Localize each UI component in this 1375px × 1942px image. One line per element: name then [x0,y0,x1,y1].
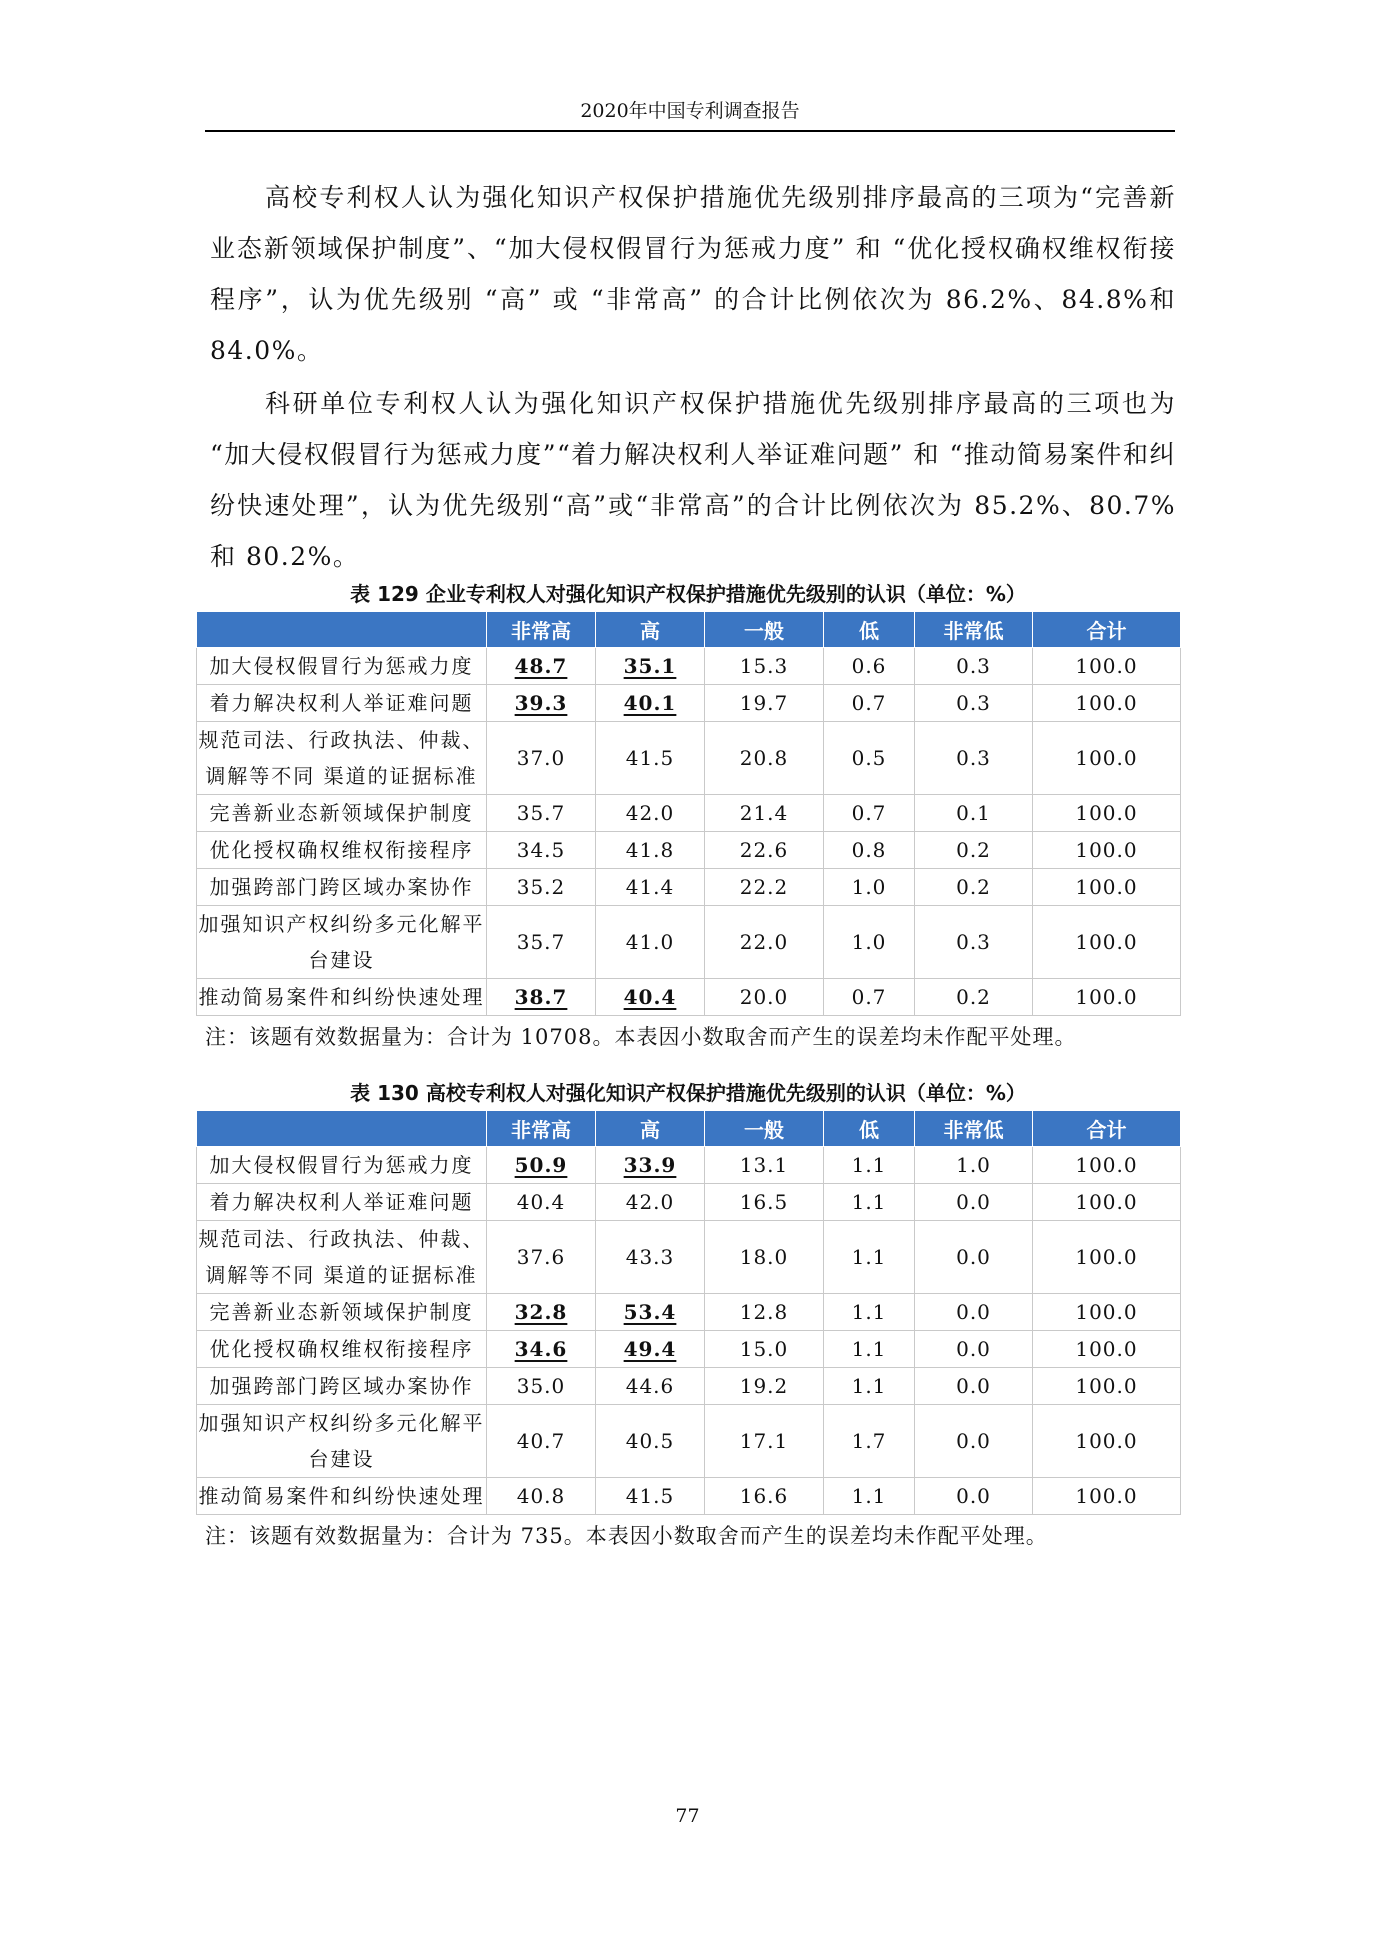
table-cell: 100.0 [1033,1294,1181,1331]
table-cell: 41.0 [596,906,705,979]
table-cell: 100.0 [1033,906,1181,979]
header-cell-very-high: 非常高 [487,1111,596,1147]
table-cell: 35.0 [487,1368,596,1405]
row-label: 加强跨部门跨区域办案协作 [197,869,487,906]
table-row [197,832,1181,869]
table-cell: 100.0 [1033,795,1181,832]
table-cell: 15.3 [705,648,824,685]
table-cell: 1.1 [824,1221,915,1294]
table-cell: 41.5 [596,722,705,795]
table-cell: 100.0 [1033,1184,1181,1221]
table-header-row [197,612,1181,648]
table-cell: 0.0 [915,1331,1033,1368]
table-cell: 0.3 [915,685,1033,722]
table-cell: 0.8 [824,832,915,869]
table-cell: 41.5 [596,1478,705,1515]
header-cell-high: 高 [596,1111,705,1147]
table-cell: 34.5 [487,832,596,869]
table-cell: 0.0 [915,1294,1033,1331]
table-130-note: 注：该题有效数据量为：合计为 735。本表因小数取舍而产生的误差均未作配平处理。 [205,1524,1048,1548]
row-label: 完善新业态新领域保护制度 [197,795,487,832]
table-body [197,1147,1181,1515]
table-cell: 100.0 [1033,1368,1181,1405]
table-cell: 50.9 [487,1147,596,1184]
table-cell: 0.3 [915,722,1033,795]
table-cell: 49.4 [596,1331,705,1368]
table-cell: 17.1 [705,1405,824,1478]
table-cell: 22.0 [705,906,824,979]
table-cell: 22.6 [705,832,824,869]
table-cell: 35.2 [487,869,596,906]
row-label: 着力解决权利人举证难问题 [197,1184,487,1221]
row-label: 规范司法、行政执法、仲裁、调解等不同 渠道的证据标准 [197,722,487,795]
table-cell: 34.6 [487,1331,596,1368]
header-cell-low: 低 [824,612,915,648]
table-cell: 15.0 [705,1331,824,1368]
table-cell: 100.0 [1033,1147,1181,1184]
table-cell: 16.6 [705,1478,824,1515]
table-cell: 0.1 [915,795,1033,832]
header-cell-total: 合计 [1033,612,1181,648]
table-cell: 33.9 [596,1147,705,1184]
row-label: 推动简易案件和纠纷快速处理 [197,1478,487,1515]
table-130-caption: 表 130 高校专利权人对强化知识产权保护措施优先级别的认识（单位：%） [350,1081,1026,1105]
header-cell-very-low: 非常低 [915,612,1033,648]
table-cell: 0.0 [915,1478,1033,1515]
table-129-note: 注：该题有效数据量为：合计为 10708。本表因小数取舍而产生的误差均未作配平处理。 [205,1025,1077,1049]
table-cell: 0.0 [915,1368,1033,1405]
table-cell: 35.7 [487,795,596,832]
table-cell: 42.0 [596,1184,705,1221]
header-cell-medium: 一般 [705,1111,824,1147]
table-header-row [197,1111,1181,1147]
table-cell: 0.6 [824,648,915,685]
table-cell: 0.0 [915,1405,1033,1478]
paragraph-universities: 高校专利权人认为强化知识产权保护措施优先级别排序最高的三项为“完善新业态新领域保护制度”、“加大侵权假冒行为惩戒力度” 和 “优化授权确权维权衔接程序”，认为优先级别 “高” 或 “非常高” 的合计比例依次为 86.2%、84.8%和 84.0%。 [210,183,1176,365]
table-cell: 42.0 [596,795,705,832]
table-cell: 20.0 [705,979,824,1016]
table-cell: 1.7 [824,1405,915,1478]
table-body [197,648,1181,1016]
table-cell: 0.7 [824,979,915,1016]
running-header: 2020年中国专利调查报告 [205,96,1175,132]
table-cell: 37.6 [487,1221,596,1294]
table-cell: 0.0 [915,1221,1033,1294]
table-cell: 0.3 [915,648,1033,685]
page-number: 77 [675,1805,700,1827]
row-label: 加强知识产权纠纷多元化解平台建设 [197,906,487,979]
table-cell: 44.6 [596,1368,705,1405]
table-cell: 40.7 [487,1405,596,1478]
table-cell: 0.3 [915,906,1033,979]
row-label: 加大侵权假冒行为惩戒力度 [197,1147,487,1184]
table-row [197,1478,1181,1515]
table-129-caption: 表 129 企业专利权人对强化知识产权保护措施优先级别的认识（单位：%） [350,582,1026,606]
table-cell: 53.4 [596,1294,705,1331]
table-cell: 18.0 [705,1221,824,1294]
table-cell: 39.3 [487,685,596,722]
table-cell: 1.1 [824,1368,915,1405]
table-row [197,1294,1181,1331]
table-cell: 40.4 [596,979,705,1016]
table-cell: 32.8 [487,1294,596,1331]
table-cell: 38.7 [487,979,596,1016]
header-cell-category [197,1111,487,1147]
table-cell: 0.7 [824,685,915,722]
table-cell: 40.5 [596,1405,705,1478]
header-cell-category [197,612,487,648]
table-cell: 35.1 [596,648,705,685]
table-cell: 19.2 [705,1368,824,1405]
table-cell: 19.7 [705,685,824,722]
row-label: 完善新业态新领域保护制度 [197,1294,487,1331]
header-cell-very-low: 非常低 [915,1111,1033,1147]
table-130 [196,1110,1181,1515]
table-row [197,795,1181,832]
row-label: 推动简易案件和纠纷快速处理 [197,979,487,1016]
row-label: 加强知识产权纠纷多元化解平台建设 [197,1405,487,1478]
table-cell: 0.2 [915,832,1033,869]
table-cell: 0.5 [824,722,915,795]
table-cell: 0.7 [824,795,915,832]
row-label: 优化授权确权维权衔接程序 [197,832,487,869]
table-row [197,1368,1181,1405]
table-cell: 1.1 [824,1184,915,1221]
table-cell: 41.8 [596,832,705,869]
table-row [197,722,1181,795]
table-cell: 1.1 [824,1331,915,1368]
table-cell: 100.0 [1033,979,1181,1016]
row-label: 加大侵权假冒行为惩戒力度 [197,648,487,685]
table-cell: 100.0 [1033,1221,1181,1294]
table-row [197,1331,1181,1368]
table-row [197,979,1181,1016]
table-cell: 0.2 [915,979,1033,1016]
table-cell: 40.1 [596,685,705,722]
table-row [197,685,1181,722]
row-label: 着力解决权利人举证难问题 [197,685,487,722]
header-cell-low: 低 [824,1111,915,1147]
row-label: 规范司法、行政执法、仲裁、调解等不同 渠道的证据标准 [197,1221,487,1294]
table-129 [196,611,1181,1016]
table-row [197,1221,1181,1294]
paragraph-research-institutes: 科研单位专利权人认为强化知识产权保护措施优先级别排序最高的三项也为 “加大侵权假冒行为惩戒力度”“着力解决权利人举证难问题” 和 “推动简易案件和纠纷快速处理”，认为优先级别“高”或“非常高”的合计比例依次为 85.2%、80.7%和 80.2%。 [210,389,1176,571]
table-cell: 1.1 [824,1147,915,1184]
table-cell: 22.2 [705,869,824,906]
table-cell: 16.5 [705,1184,824,1221]
table-cell: 35.7 [487,906,596,979]
table-cell: 13.1 [705,1147,824,1184]
table-cell: 37.0 [487,722,596,795]
table-row [197,1147,1181,1184]
table-cell: 0.0 [915,1184,1033,1221]
table-cell: 48.7 [487,648,596,685]
table-cell: 1.0 [915,1147,1033,1184]
table-cell: 40.8 [487,1478,596,1515]
table-row [197,1405,1181,1478]
table-cell: 1.0 [824,869,915,906]
table-cell: 100.0 [1033,869,1181,906]
table-cell: 1.1 [824,1294,915,1331]
table-row [197,906,1181,979]
table-row [197,1184,1181,1221]
table-cell: 100.0 [1033,1405,1181,1478]
table-cell: 100.0 [1033,722,1181,795]
table-cell: 100.0 [1033,1478,1181,1515]
table-cell: 1.0 [824,906,915,979]
table-cell: 21.4 [705,795,824,832]
table-cell: 100.0 [1033,648,1181,685]
table-cell: 43.3 [596,1221,705,1294]
header-cell-total: 合计 [1033,1111,1181,1147]
header-cell-very-high: 非常高 [487,612,596,648]
table-row [197,648,1181,685]
row-label: 加强跨部门跨区域办案协作 [197,1368,487,1405]
table-cell: 100.0 [1033,685,1181,722]
table-cell: 1.1 [824,1478,915,1515]
table-cell: 100.0 [1033,1331,1181,1368]
table-cell: 100.0 [1033,832,1181,869]
table-cell: 40.4 [487,1184,596,1221]
table-cell: 0.2 [915,869,1033,906]
table-cell: 20.8 [705,722,824,795]
table-cell: 12.8 [705,1294,824,1331]
table-cell: 41.4 [596,869,705,906]
header-cell-medium: 一般 [705,612,824,648]
header-cell-high: 高 [596,612,705,648]
table-row [197,869,1181,906]
row-label: 优化授权确权维权衔接程序 [197,1331,487,1368]
